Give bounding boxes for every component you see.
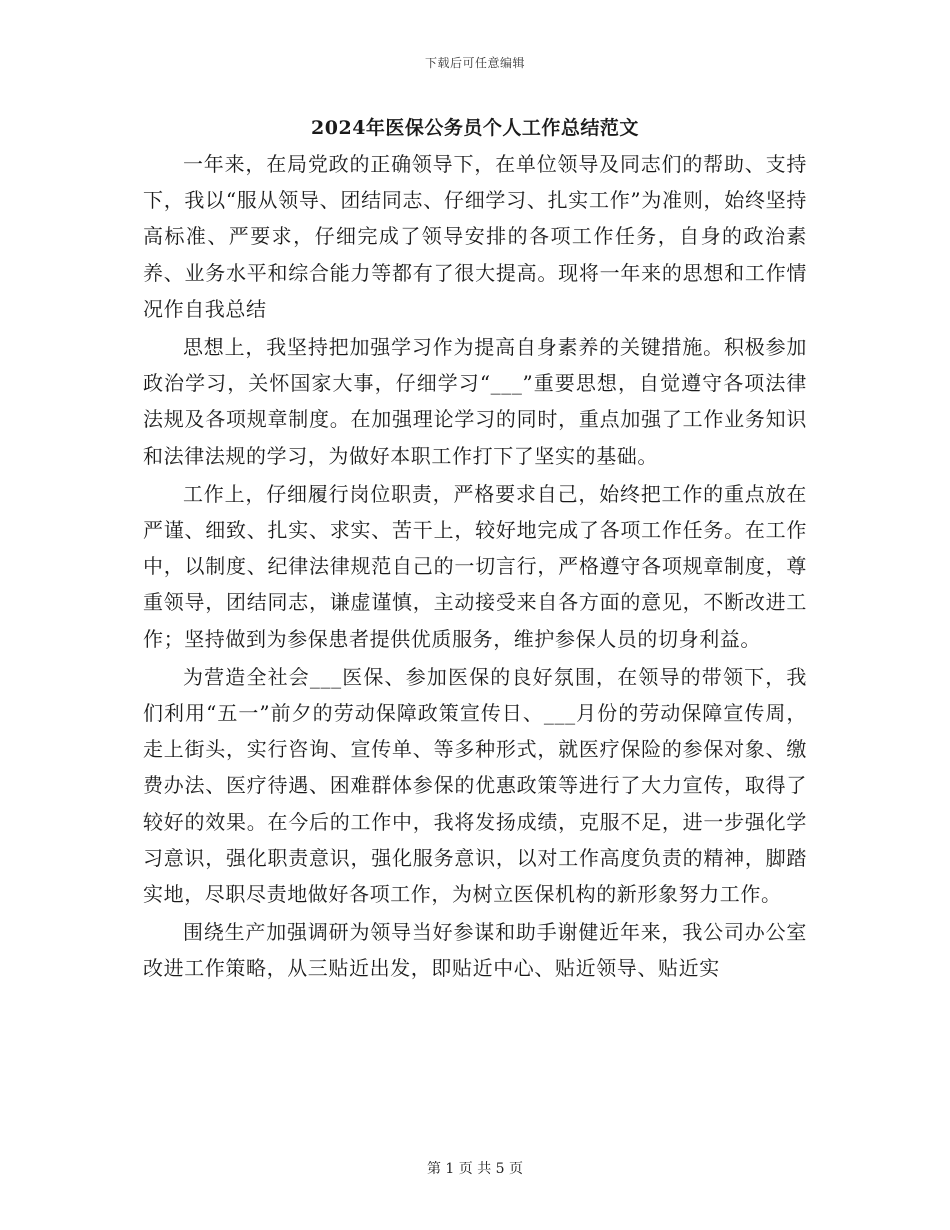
paragraph-work: 工作上，仔细履行岗位职责，严格要求自己，始终把工作的重点放在严谨、细致、扎实、求实、苦干上，较好地完成了各项工作任务。在工作中，以制度、纪律法律规范自己的一切言行，严格遵守各项规章制度，尊重领导，团结同志，谦虚谨慎，主动接受来自各方面的意见，不断改进工作；坚持做到为参保患者提供优质服务，维护参保人员的切身利益。 [143, 481, 807, 651]
header-note: 下载后可任意编辑 [424, 56, 525, 70]
document-body [143, 146, 807, 989]
paragraph-research: 围绕生产加强调研为领导当好参谋和助手谢健近年来，我公司办公室改进工作策略，从三贴近出发，即贴近中心、贴近领导、贴近实 [143, 920, 807, 981]
page-number: 第 1 页 共 5 页 [426, 1161, 524, 1177]
paragraph-thought: 思想上，我坚持把加强学习作为提高自身素养的关键措施。积极参加政治学习，关怀国家大事，仔细学习“___”重要思想，自觉遵守各项法律法规及各项规章制度。在加强理论学习的同时，重点加强了工作业务知识和法律法规的学习，为做好本职工作打下了坚实的基础。 [143, 335, 807, 468]
paragraph-publicity: 为营造全社会___医保、参加医保的良好氛围，在领导的带领下，我们利用“五一”前夕的劳动保障政策宣传日、___月份的劳动保障宣传周，走上街头，实行咨询、宣传单、等多种形式，就医疗保险的参保对象、缴费办法、医疗待遇、困难群体参保的优惠政策等进行了大力宣传，取得了较好的效果。在今后的工作中，我将发扬成绩，克服不足，进一步强化学习意识，强化职责意识，强化服务意识，以对工作高度负责的精神，脚踏实地，尽职尽责地做好各项工作，为树立医保机构的新形象努力工作。 [143, 664, 807, 907]
document-title: 2024年医保公务员个人工作总结范文 [311, 117, 639, 139]
paragraph-intro: 一年来，在局党政的正确领导下，在单位领导及同志们的帮助、支持下，我以“服从领导、团结同志、仔细学习、扎实工作”为准则，始终坚持高标准、严要求，仔细完成了领导安排的各项工作任务，自身的政治素养、业务水平和综合能力等都有了很大提高。现将一年来的思想和工作情况作自我总结 [143, 152, 807, 321]
